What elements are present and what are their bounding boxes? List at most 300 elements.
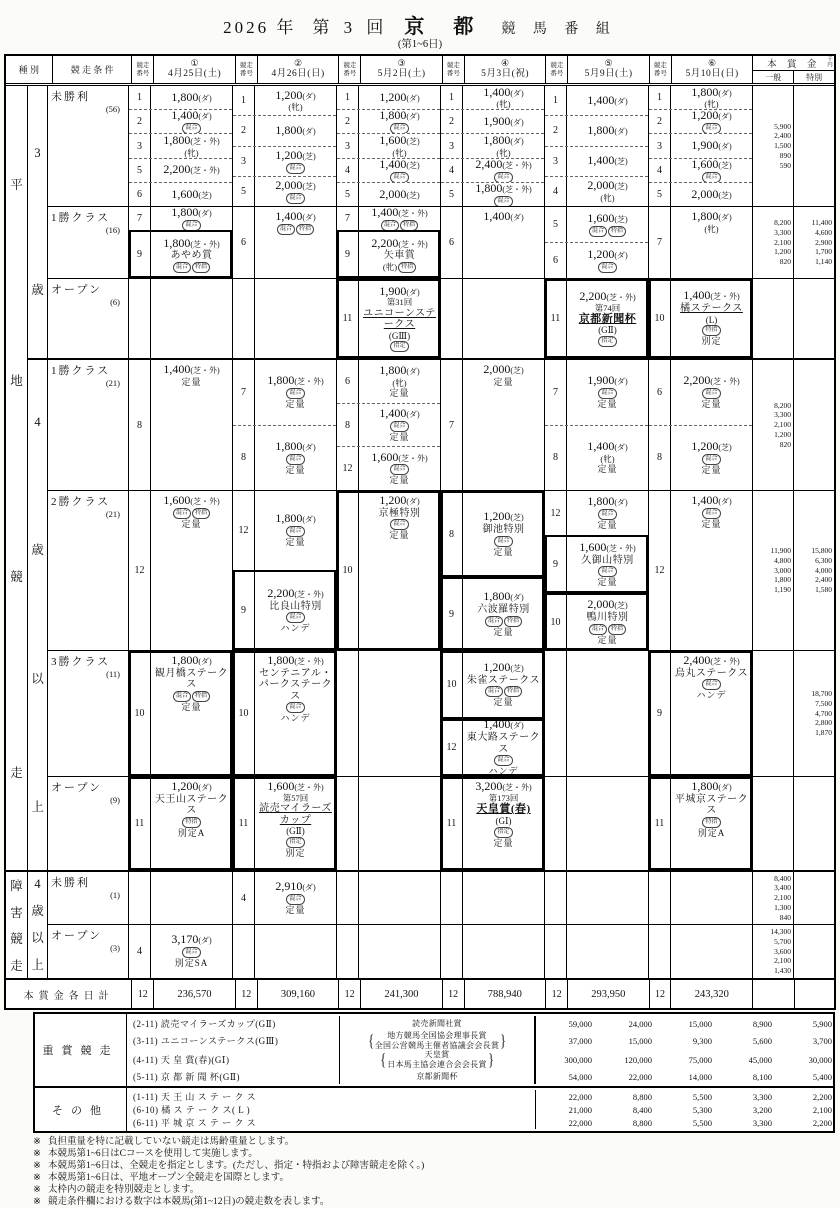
distance-value: 1,800 — [163, 134, 191, 148]
race-distance — [163, 494, 219, 508]
race-cell — [233, 360, 336, 425]
condition-count: (16) — [105, 225, 120, 235]
race-attributes — [494, 172, 512, 182]
weight-condition: 定量 — [493, 376, 514, 387]
daily-race-count: 12 — [649, 980, 671, 1008]
distance-value: 1,900 — [587, 373, 615, 388]
prize-amounts — [535, 1116, 836, 1129]
distance-value: 2,000 — [483, 362, 511, 376]
badge-special-designated: 特指 — [504, 686, 522, 697]
course-type: (芝・外) — [294, 377, 324, 387]
race-cell — [441, 777, 544, 870]
graded-race-row — [127, 1069, 836, 1084]
title-year: 2026 年 — [223, 18, 297, 37]
course-type: (芝) — [406, 137, 420, 147]
race-distance — [379, 364, 419, 378]
race-cell — [649, 279, 752, 358]
day-column — [232, 207, 336, 278]
weight-condition: 別定 — [285, 847, 306, 858]
header-day — [360, 56, 442, 83]
header-race-no-label — [338, 56, 360, 83]
prize-value: 2,100 — [774, 893, 791, 903]
prize-value: 4,700 — [815, 708, 832, 718]
course-type: (ダ) — [614, 498, 628, 508]
race-attributes — [704, 99, 718, 109]
course-type: (芝) — [510, 513, 524, 523]
race-cell-body — [255, 426, 336, 491]
race-number — [441, 872, 463, 924]
race-cell-body — [567, 426, 648, 491]
day-column — [440, 925, 544, 978]
race-distance — [475, 159, 531, 172]
race-number: 10 — [337, 491, 359, 650]
race-attributes — [494, 196, 512, 206]
prize-amount: 3,300 — [752, 1091, 772, 1102]
condition-name: オープン — [51, 284, 103, 296]
course-type: (芝) — [510, 664, 524, 674]
distance-value: 1,600 — [371, 449, 399, 464]
race-attributes — [286, 388, 304, 399]
race-cell-body — [671, 110, 752, 133]
race-number: 9 — [337, 231, 359, 278]
section-row — [48, 278, 834, 358]
race-distance — [275, 880, 315, 894]
distance-value: 1,200 — [483, 509, 511, 524]
distance-value: 1,600 — [171, 186, 199, 201]
age-char: 上 — [31, 799, 44, 814]
condition-count: (21) — [105, 378, 120, 388]
race-distance — [483, 661, 523, 675]
footnote — [33, 1184, 840, 1196]
race-number: 5 — [233, 177, 255, 206]
race-number: 9 — [649, 651, 671, 776]
prize-general-cell — [752, 651, 793, 776]
table-body — [6, 86, 834, 978]
day-column — [128, 86, 232, 206]
prize-general-cell — [752, 872, 793, 924]
race-name: 天皇賞(春) — [476, 803, 531, 816]
prize-value: 1,430 — [774, 966, 791, 976]
badge-mixed: 混合 — [173, 508, 191, 519]
race-cell — [441, 207, 544, 278]
race-attributes — [390, 519, 408, 530]
badge-designated: 指定 — [390, 341, 408, 352]
race-cell-body — [567, 777, 648, 870]
race-distance — [275, 124, 315, 138]
race-cell-body — [359, 207, 440, 230]
race-distance — [587, 440, 627, 454]
race-attributes — [496, 148, 510, 158]
distance-value: 1,400 — [275, 209, 303, 223]
prize-amount: 15,000 — [628, 1035, 652, 1046]
race-distance — [691, 159, 731, 172]
race-name: 鴨川特別 — [586, 612, 629, 624]
sex-restriction: (牝) — [288, 102, 303, 113]
distance-value: 1,600 — [379, 134, 407, 148]
badge-mixed: 混合 — [494, 755, 512, 766]
sex-restriction: (牝) — [184, 147, 199, 158]
badge-mixed: 混合 — [286, 193, 304, 204]
race-cell-body — [567, 925, 648, 978]
prize-amount: 8,900 — [752, 1018, 772, 1029]
race-number: 6 — [545, 243, 567, 278]
day-column — [128, 651, 232, 776]
prize-general-cell — [752, 360, 793, 490]
distance-value: 1,800 — [483, 134, 511, 148]
distance-value: 2,400 — [683, 653, 711, 667]
prize-amount: 2,200 — [812, 1117, 832, 1128]
page-subtitle: (第1~6日) — [397, 39, 443, 50]
prize-value: 820 — [779, 439, 791, 449]
course-type: (ダ) — [510, 117, 524, 127]
race-attributes — [182, 947, 200, 958]
header-day — [567, 56, 649, 83]
other-race-name: (6-11) 平 城 京 ス テ ー ク ス — [133, 1118, 257, 1128]
header-day — [671, 56, 753, 83]
day-column — [232, 777, 336, 870]
race-cell — [545, 279, 648, 358]
badge-mixed: 混合 — [390, 123, 408, 133]
prize-value: 2,100 — [774, 237, 791, 247]
race-number: 6 — [649, 360, 671, 425]
race-cell-body — [463, 207, 544, 278]
badge-designated: 指定 — [598, 336, 616, 347]
species-char: 害 — [10, 905, 23, 920]
race-attributes — [702, 388, 720, 399]
badge-mixed: 混合 — [286, 388, 304, 399]
distance-value: 1,800 — [275, 122, 303, 137]
race-attributes — [702, 679, 720, 690]
weight-condition: 別定A — [697, 827, 726, 838]
prize-special-cell — [793, 207, 834, 278]
race-attributes — [589, 624, 626, 635]
distance-value: 1,400 — [379, 405, 407, 420]
race-cell-body — [255, 872, 336, 924]
prize-amount: 2,200 — [812, 1091, 832, 1102]
race-cell-body — [463, 134, 544, 157]
race-distance — [379, 91, 419, 105]
age-char: 以 — [31, 671, 44, 686]
race-number: 3 — [233, 147, 255, 176]
race-number — [545, 925, 567, 978]
race-cell-body — [671, 360, 752, 425]
age-group — [28, 86, 47, 358]
race-number: 10 — [649, 279, 671, 358]
race-cell — [129, 651, 232, 776]
age-group — [28, 358, 47, 870]
daily-race-count: 12 — [131, 980, 153, 1008]
sponsor-line: 全国公営競馬主催者協議会会長賞 — [374, 1040, 500, 1050]
day-column — [440, 360, 544, 490]
prize-special-cell — [793, 925, 834, 978]
prize-amount: 8,800 — [632, 1117, 652, 1128]
badge-special-designated: 特指 — [182, 817, 200, 828]
day-column — [128, 925, 232, 978]
race-number: 7 — [545, 360, 567, 425]
course-type: (ダ) — [406, 366, 420, 376]
condition-name: 1勝クラス — [51, 365, 111, 377]
race-cell-body — [671, 491, 752, 650]
prize-general-cell — [752, 86, 793, 206]
race-cell-body — [463, 651, 544, 719]
prize-amounts — [535, 1016, 836, 1031]
badge-designated: 指定 — [494, 827, 512, 838]
prize-special-cell — [793, 491, 834, 650]
race-number: 1 — [233, 86, 255, 115]
course-type: (芝・外) — [502, 783, 532, 792]
course-type: (芝) — [718, 442, 732, 452]
race-attributes — [598, 509, 616, 520]
race-distance — [483, 510, 523, 524]
day-column — [232, 872, 336, 924]
weight-condition: 定量 — [701, 464, 722, 475]
prize-value: 3,600 — [774, 946, 791, 956]
condition-cell — [48, 777, 128, 870]
prize-amounts — [535, 1103, 836, 1116]
race-cell-body — [463, 86, 544, 109]
prize-amount: 5,500 — [692, 1117, 712, 1128]
race-cell — [545, 651, 648, 776]
prize-amount: 45,000 — [748, 1054, 772, 1065]
prize-amount: 3,200 — [752, 1104, 772, 1115]
race-grade: (GⅡ) — [598, 325, 617, 336]
day-column — [232, 86, 336, 206]
day-column — [128, 360, 232, 490]
race-cell — [441, 158, 544, 182]
race-cell — [441, 86, 544, 109]
weight-condition: 定量 — [701, 518, 722, 529]
distance-value: 1,800 — [163, 235, 191, 250]
race-attributes — [390, 341, 408, 352]
race-cell-body — [151, 86, 232, 109]
day-column — [440, 777, 544, 870]
condition-name: 未勝利 — [51, 877, 90, 889]
distance-value: 2,000 — [587, 597, 615, 612]
prize-value: 11,900 — [770, 546, 791, 556]
race-cell-body — [463, 279, 544, 358]
race-distance — [267, 654, 323, 668]
race-cell — [337, 279, 440, 358]
course-type: (芝・外) — [502, 185, 532, 195]
race-distance — [275, 89, 315, 103]
prize-value: 2,400 — [774, 131, 791, 141]
race-distance — [579, 290, 635, 304]
badge-mixed: 混合 — [702, 454, 720, 465]
badge-mixed: 混合 — [390, 421, 408, 432]
badge-mixed: 混合 — [598, 388, 616, 399]
race-cell-body — [255, 360, 336, 425]
prize-value: 2,100 — [774, 420, 791, 430]
race-cell-body — [359, 360, 440, 403]
header-day — [257, 56, 339, 83]
race-cell-body — [151, 231, 232, 278]
race-no-line2: 番号 — [136, 69, 150, 77]
course-type: (ダ) — [302, 91, 316, 101]
race-cell — [649, 360, 752, 425]
prize-value: 2,100 — [774, 956, 791, 966]
weight-condition: 定量 — [389, 387, 410, 398]
weight-condition: 別定 — [701, 336, 722, 347]
course-type: (芝・外) — [710, 657, 740, 666]
daily-race-count: 12 — [442, 980, 464, 1008]
badge-mixed: 混合 — [286, 894, 304, 905]
condition-cell — [48, 925, 128, 978]
sponsor-line: 京都新聞杯 — [416, 1071, 458, 1081]
race-distance — [691, 494, 731, 508]
race-cell-body — [671, 651, 752, 776]
race-cell-body — [671, 872, 752, 924]
course-type: (ダ) — [510, 213, 524, 222]
race-name: 平城京ステークス — [674, 793, 749, 817]
prize-special-head: 特別 — [793, 71, 834, 83]
race-distance — [691, 188, 731, 202]
condition-name: 2勝クラス — [51, 496, 111, 508]
race-cell — [337, 491, 440, 650]
race-cell — [545, 176, 648, 206]
section-row — [48, 206, 834, 278]
race-cell — [545, 491, 648, 535]
prize-special-cell — [793, 360, 834, 490]
condition-name: 1勝クラス — [51, 212, 111, 224]
course-type: (ダ) — [302, 126, 316, 136]
race-number — [337, 651, 359, 776]
race-number: 2 — [233, 116, 255, 145]
day-circled-number: ③ — [397, 57, 406, 68]
species-char: 走 — [10, 766, 23, 780]
prize-value: 1,190 — [774, 585, 791, 595]
race-attributes — [702, 817, 720, 828]
footnote-text: 本競馬第1~6日はCコースを使用して実施します。 — [47, 1149, 258, 1159]
race-distance — [683, 289, 739, 303]
race-cell-body — [151, 134, 232, 157]
race-cell — [233, 570, 336, 650]
day-column — [544, 491, 648, 650]
race-attributes — [702, 123, 720, 133]
prize-amount: 37,000 — [568, 1035, 592, 1046]
race-number: 1 — [441, 86, 463, 109]
sex-restriction: (牝) — [600, 193, 615, 204]
day-date: 5月9日(土) — [584, 68, 633, 79]
race-cell — [129, 182, 232, 206]
day-column — [544, 207, 648, 278]
distance-value: 1,200 — [171, 779, 199, 793]
race-cell — [649, 651, 752, 776]
race-cell-body — [671, 207, 752, 278]
weight-condition: ハンデ — [280, 713, 311, 724]
sponsor-line: 地方競馬全国協会理事長賞 — [387, 1031, 487, 1041]
header-condition-label: 競 走 条 件 — [52, 56, 132, 83]
header-race-no-label — [442, 56, 464, 83]
section-row — [48, 870, 834, 924]
day-column — [128, 279, 232, 358]
race-attributes — [598, 566, 616, 577]
race-no-line2: 番号 — [239, 69, 253, 77]
race-attributes — [390, 172, 408, 182]
sex-restriction: (牝) — [600, 453, 615, 464]
course-type: (ダ) — [614, 443, 628, 453]
graded-race-name: (4-11) 天 皇 賞(春)(GⅠ) — [133, 1055, 230, 1065]
race-no-line2: 番号 — [550, 69, 564, 77]
race-cell — [337, 446, 440, 490]
race-cell-body — [255, 571, 336, 650]
course-type: (ダ) — [718, 142, 732, 152]
condition-cell — [48, 86, 128, 206]
race-distance — [275, 210, 315, 224]
day-column — [544, 777, 648, 870]
race-cell — [233, 425, 336, 491]
race-number — [233, 279, 255, 358]
other-race-row — [127, 1090, 836, 1103]
prize-value: 15,800 — [811, 546, 832, 556]
weight-condition: 定量 — [181, 701, 202, 712]
race-distance — [587, 124, 627, 138]
course-type: (芝・外) — [294, 657, 324, 666]
race-cell — [649, 777, 752, 870]
prize-amount: 5,900 — [812, 1018, 832, 1029]
footnotes — [33, 1136, 840, 1208]
race-distance — [379, 188, 419, 202]
race-attributes — [286, 894, 304, 905]
day-date: 4月26日(日) — [271, 68, 325, 79]
race-number: 1 — [129, 86, 151, 109]
distance-value: 1,200 — [379, 493, 407, 507]
race-cell-body — [463, 720, 544, 776]
badge-mixed: 混合 — [494, 196, 512, 206]
day-column — [648, 491, 752, 650]
race-cell-body — [463, 872, 544, 924]
race-number: 5 — [441, 183, 463, 206]
day-column — [232, 491, 336, 650]
course-type: (ダ) — [614, 96, 628, 106]
race-number — [441, 925, 463, 978]
race-number: 1 — [545, 86, 567, 115]
course-type: (ダ) — [718, 497, 732, 506]
prize-amounts — [535, 1090, 836, 1103]
day-date: 5月3日(祝) — [481, 68, 529, 79]
race-cell — [337, 109, 440, 133]
race-distance — [379, 407, 419, 421]
race-number: 12 — [441, 720, 463, 776]
course-type: (芝・外) — [502, 160, 532, 170]
distance-value: 1,600 — [691, 158, 719, 171]
race-cell-body — [463, 159, 544, 182]
prize-special-cell — [793, 872, 834, 924]
badge-mixed: 混合 — [494, 172, 512, 182]
distance-value: 1,900 — [483, 113, 511, 128]
race-number: 4 — [441, 159, 463, 182]
race-cell — [337, 360, 440, 403]
race-distance — [587, 212, 627, 226]
distance-value: 2,200 — [579, 288, 607, 303]
race-name: ユニコーンステークス — [363, 307, 436, 331]
race-cell-body — [151, 360, 232, 490]
condition-cell — [48, 651, 128, 776]
weight-condition: 定量 — [285, 399, 306, 410]
course-type: (ダ) — [406, 497, 420, 506]
race-cell-body — [567, 207, 648, 242]
race-attributes — [702, 454, 720, 465]
race-cell — [233, 86, 336, 115]
race-cell — [337, 182, 440, 206]
filler-general — [753, 980, 794, 1008]
race-distance — [379, 134, 419, 147]
race-cell — [649, 109, 752, 133]
day-column — [440, 491, 544, 650]
race-number: 2 — [129, 110, 151, 133]
race-cell-body — [671, 183, 752, 206]
race-cell — [441, 651, 544, 719]
note-mark: ※ — [33, 1149, 41, 1159]
